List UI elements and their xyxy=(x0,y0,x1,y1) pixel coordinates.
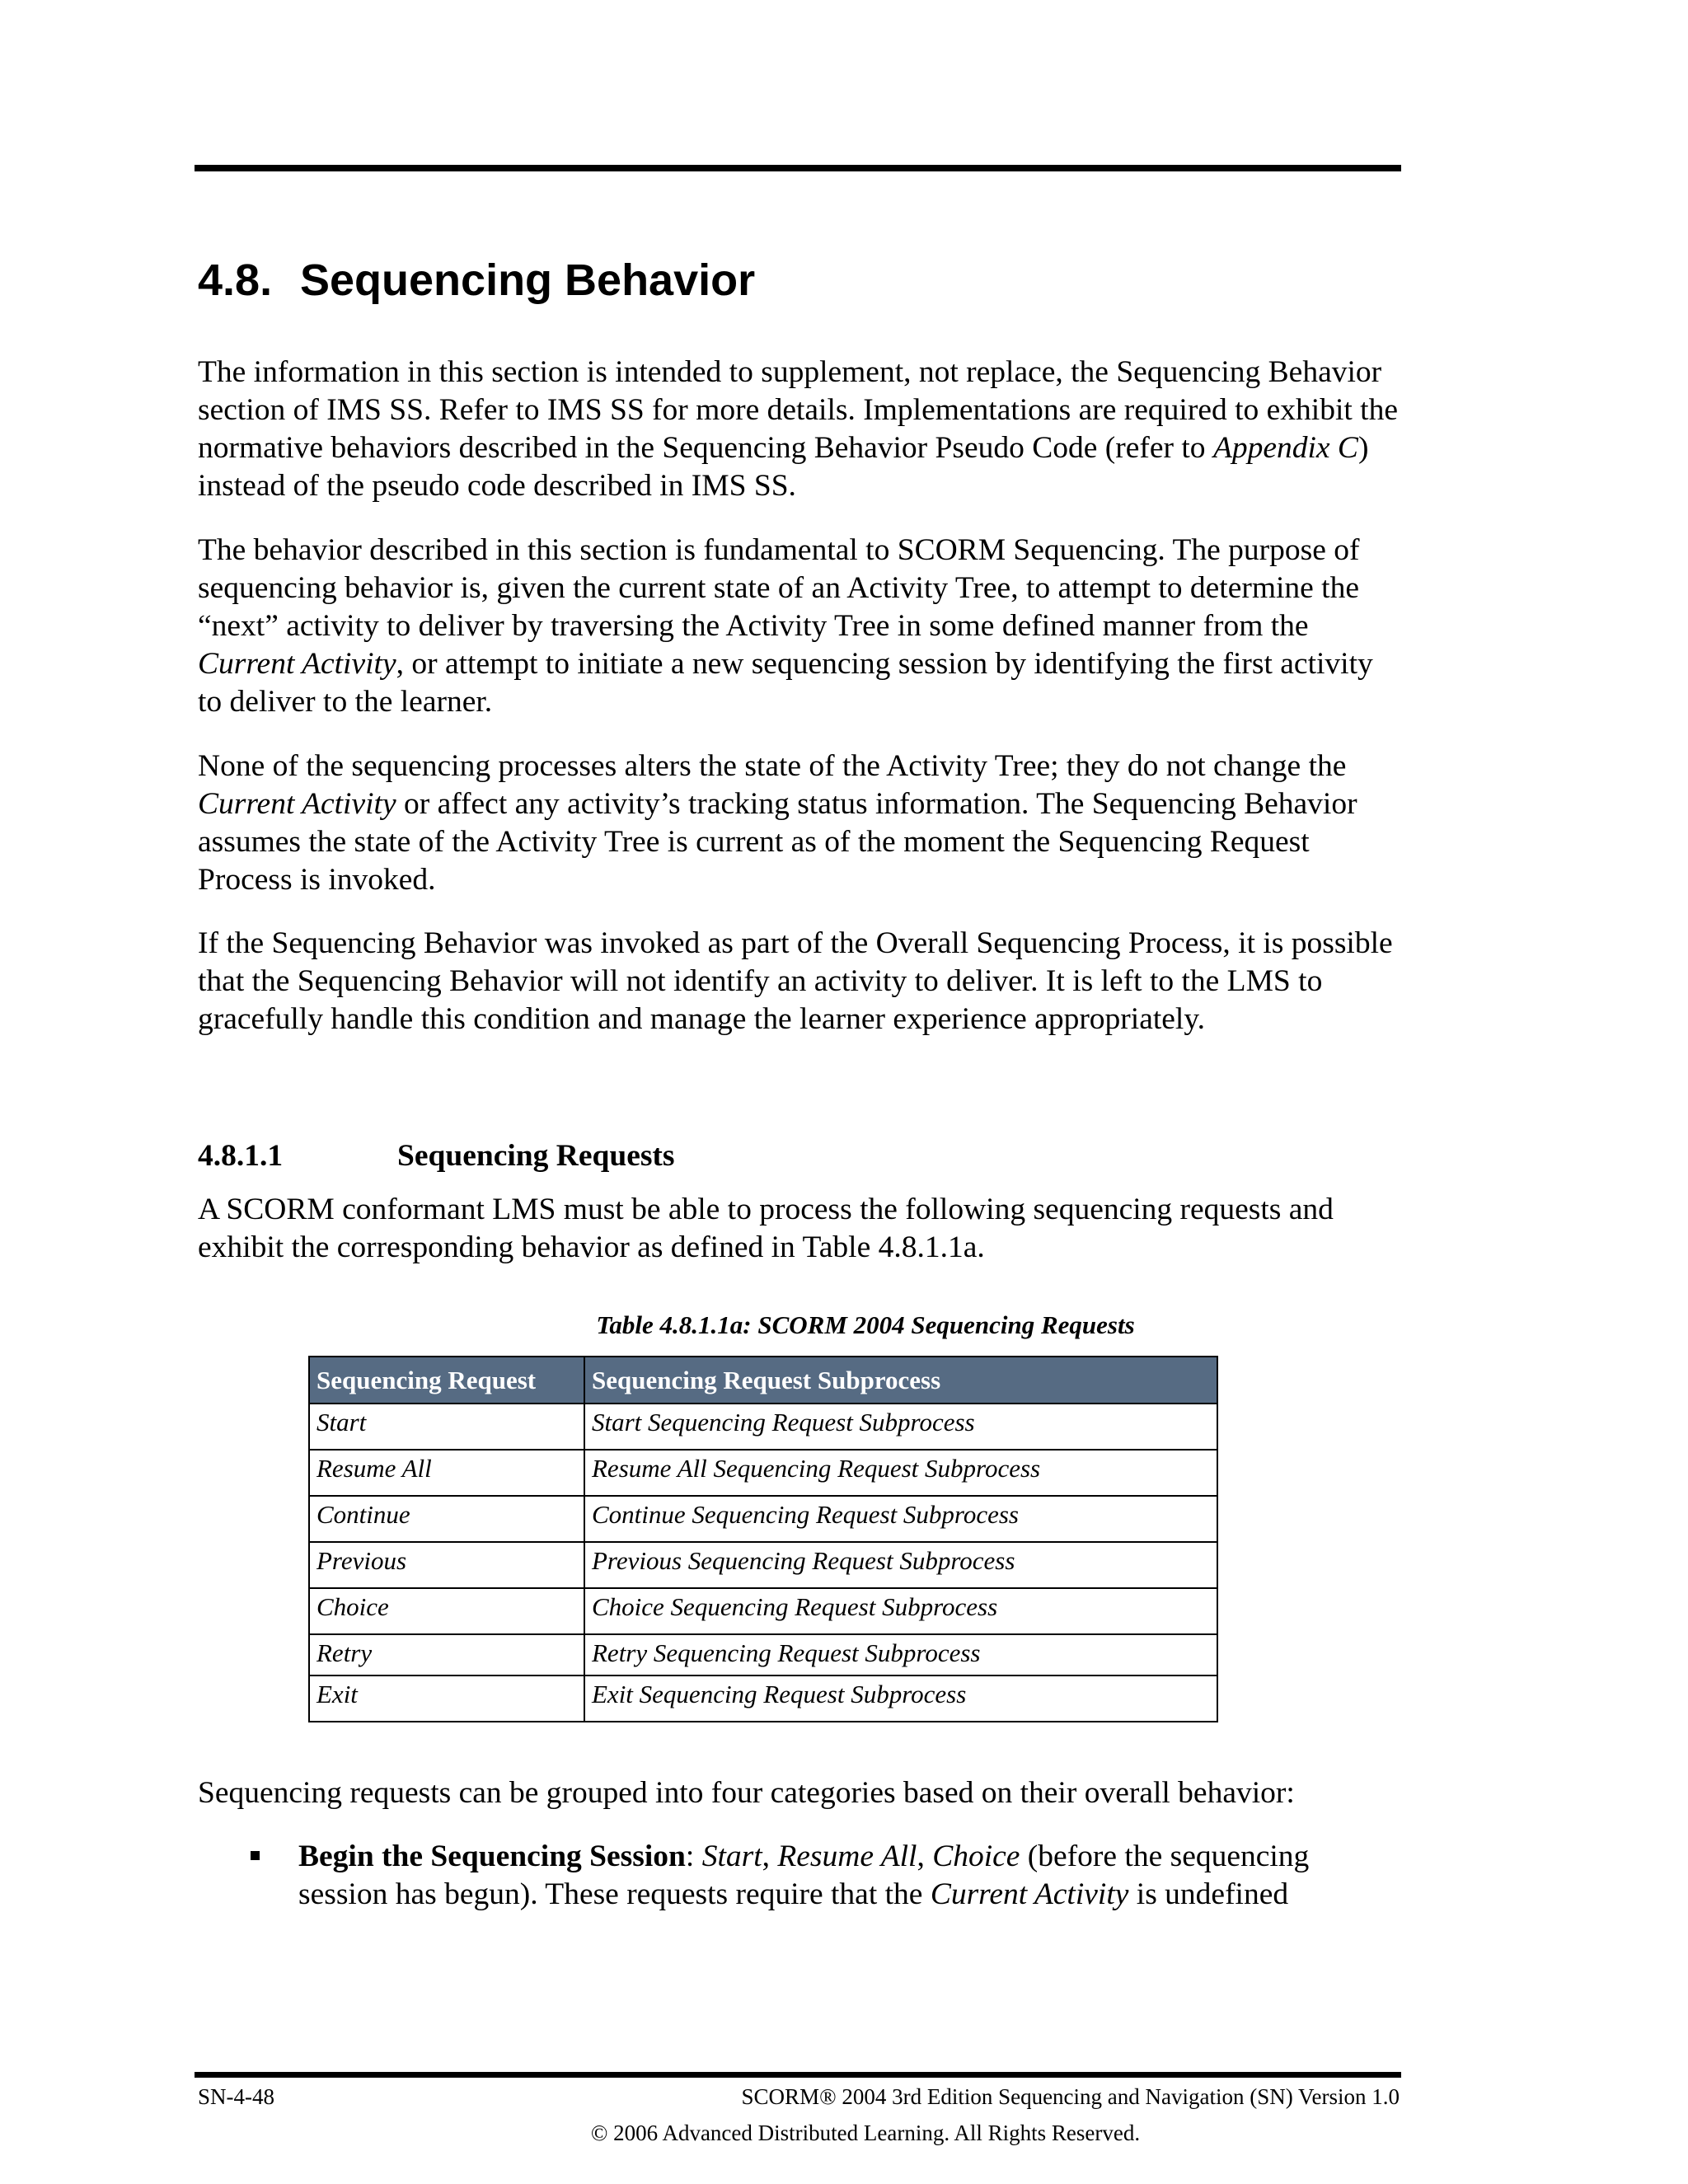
paragraph-text: The information in this section is intended to supplement, not replace, the Sequencing Behavior section of IMS SS. Refer to IMS SS for more details. Implementations are required to exhibit the normative behaviors described in the Sequencing Behavior Pseudo Code (refer to xyxy=(198,355,1398,465)
table-header-row xyxy=(309,1357,1217,1404)
table-cell: Exit xyxy=(309,1675,584,1722)
bullet-label: Begin the Sequencing Session xyxy=(298,1840,686,1873)
bullet-text: , xyxy=(917,1840,933,1873)
table-cell: Previous Sequencing Request Subprocess xyxy=(584,1542,1217,1588)
sequencing-requests-table xyxy=(308,1356,1218,1722)
table-cell: Start xyxy=(309,1404,584,1450)
paragraph-text: or affect any activity’s tracking status information. The Sequencing Behavior assumes the state of the Activity Tree is current as of the moment the Sequencing Request Process is invoked. xyxy=(198,787,1357,897)
section-title: Sequencing Behavior xyxy=(300,255,756,305)
paragraph-categories: Sequencing requests can be grouped into four categories based on their overall behavior: xyxy=(198,1776,1295,1810)
paragraph-text: The behavior described in this section is fundamental to SCORM Sequencing. The purpose of sequencing behavior is, given the current state of an Activity Tree, to attempt to determine the “next” activity to deliver by traversing the Activity Tree in some defined manner from the xyxy=(198,533,1360,643)
bullet-text: : xyxy=(685,1840,702,1873)
bullet-text: , xyxy=(762,1840,778,1873)
square-bullet-icon xyxy=(251,1851,260,1860)
paragraph-emphasis: Appendix C xyxy=(1212,431,1358,465)
table-cell: Continue xyxy=(309,1496,584,1542)
table-row xyxy=(309,1450,1217,1496)
table-row xyxy=(309,1588,1217,1634)
subsection-title: Sequencing Requests xyxy=(397,1139,675,1173)
paragraph-text: ) instead of the pseudo code described in IMS SS. xyxy=(198,431,1369,503)
category-list xyxy=(198,1838,1401,1914)
paragraph-state xyxy=(198,748,1401,899)
table-cell: Choice Sequencing Request Subprocess xyxy=(584,1588,1217,1634)
paragraph-emphasis: Current Activity xyxy=(198,647,396,681)
table-header-cell: Sequencing Request xyxy=(309,1357,584,1404)
table-cell: Choice xyxy=(309,1588,584,1634)
bullet-emphasis: Start xyxy=(701,1840,762,1873)
paragraph-conformance: A SCORM conformant LMS must be able to process the following sequencing requests and exhibit the corresponding behavior as defined in Table 4.8.1.1a. xyxy=(198,1193,1334,1264)
list-item xyxy=(198,1838,1401,1914)
table-cell: Start Sequencing Request Subprocess xyxy=(584,1404,1217,1450)
paragraph-fundamental xyxy=(198,532,1401,721)
bullet-emphasis: Choice xyxy=(932,1840,1020,1873)
subsection-heading xyxy=(198,1137,675,1175)
table-caption: Table 4.8.1.1a: SCORM 2004 Sequencing Requests xyxy=(596,1310,1135,1339)
paragraph-text: , or attempt to initiate a new sequencing session by identifying the first activity to deliver to the learner. xyxy=(198,647,1373,719)
table-cell: Continue Sequencing Request Subprocess xyxy=(584,1496,1217,1542)
table-row xyxy=(309,1496,1217,1542)
footer-page-id: SN-4-48 xyxy=(198,2084,274,2109)
table-row xyxy=(309,1542,1217,1588)
bullet-text: (before the sequencing session has begun). These requests require that the xyxy=(298,1840,1310,1911)
table-cell: Retry xyxy=(309,1634,584,1675)
table-cell: Retry Sequencing Request Subprocess xyxy=(584,1634,1217,1675)
bullet-emphasis: Current Activity xyxy=(930,1877,1129,1911)
bullet-text: is undefined xyxy=(1128,1877,1289,1911)
table-cell: Exit Sequencing Request Subprocess xyxy=(584,1675,1217,1722)
paragraph-emphasis: Current Activity xyxy=(198,787,396,821)
table-row xyxy=(309,1634,1217,1675)
paragraph-text: None of the sequencing processes alters the state of the Activity Tree; they do not change the xyxy=(198,749,1347,783)
table-cell: Previous xyxy=(309,1542,584,1588)
footer-copyright: © 2006 Advanced Distributed Learning. All Rights Reserved. xyxy=(590,2121,1141,2145)
table-cell: Resume All Sequencing Request Subprocess xyxy=(584,1450,1217,1496)
section-heading xyxy=(198,247,755,313)
top-divider xyxy=(195,165,1401,171)
paragraph-overall-process: If the Sequencing Behavior was invoked as part of the Overall Sequencing Process, it is possible that the Sequencing Behavior will not identify an activity to deliver. It is left to the LMS to gracefully handle this condition and manage the learner experience appropriately. xyxy=(198,926,1393,1036)
table-cell: Resume All xyxy=(309,1450,584,1496)
section-number: 4.8. xyxy=(198,255,273,305)
subsection-number: 4.8.1.1 xyxy=(198,1139,284,1173)
table-row xyxy=(309,1675,1217,1722)
table-row xyxy=(309,1404,1217,1450)
bullet-emphasis: Resume All xyxy=(777,1840,917,1873)
table-header-cell: Sequencing Request Subprocess xyxy=(584,1357,1217,1404)
paragraph-intro xyxy=(198,354,1401,505)
footer-doc-title: SCORM® 2004 3rd Edition Sequencing and Navigation (SN) Version 1.0 xyxy=(741,2084,1400,2109)
bottom-divider xyxy=(195,2072,1401,2078)
